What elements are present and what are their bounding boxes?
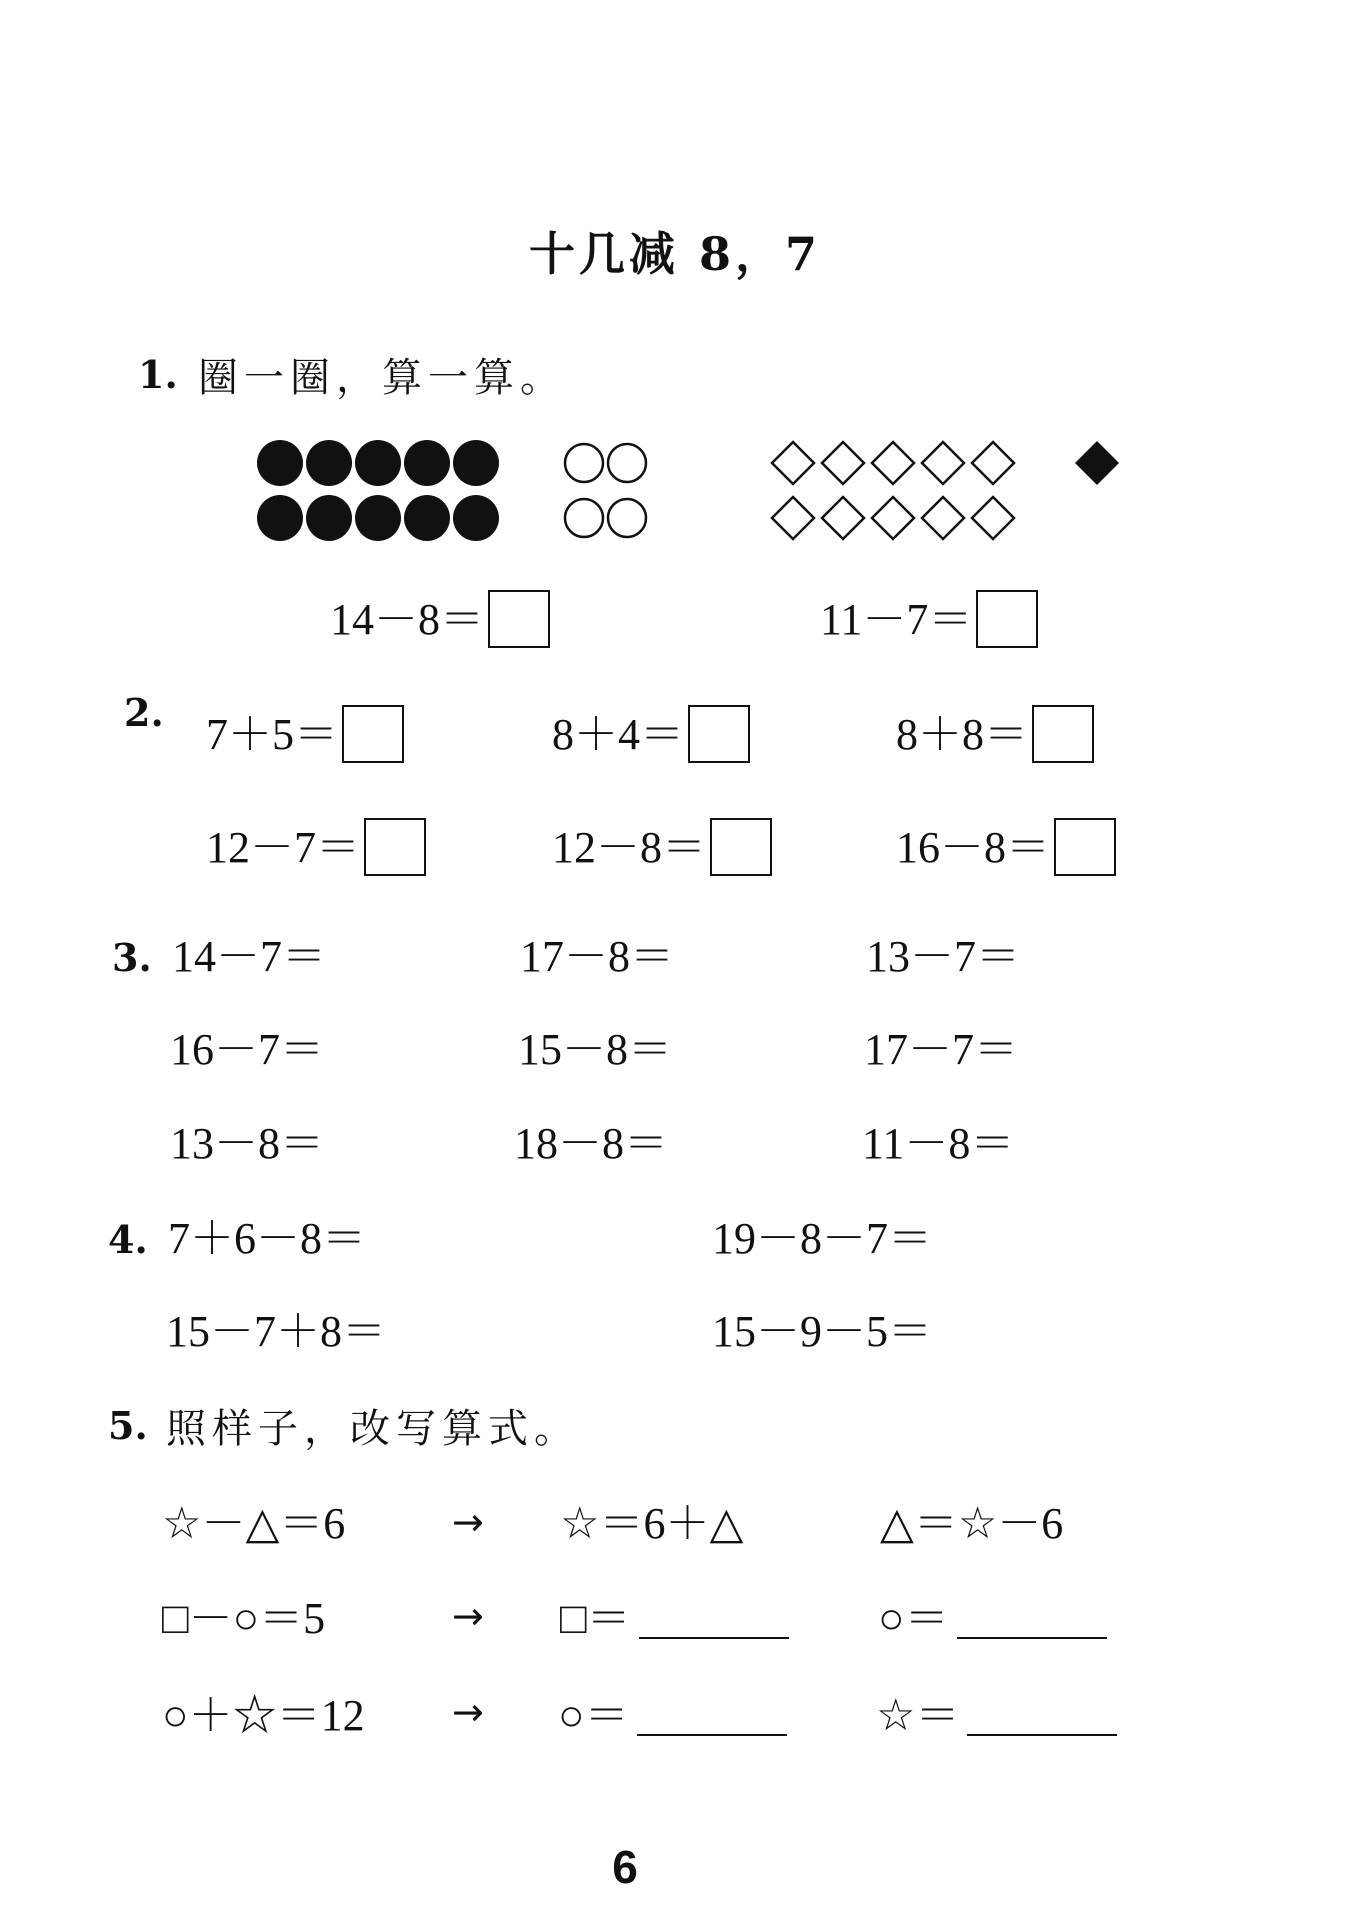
q4-expression-1: 7＋6－8＝	[168, 1214, 366, 1263]
filled-circle	[257, 495, 303, 541]
q5-row-2-second-text: ○＝	[878, 1594, 949, 1643]
hollow-diamond	[822, 442, 864, 484]
answer-box[interactable]	[342, 705, 404, 763]
q3-expression-4: 16－7＝	[170, 1025, 324, 1074]
filled-circle	[306, 440, 352, 486]
q2-expression-2-text: 8＋4＝	[552, 710, 684, 759]
filled-circle	[355, 495, 401, 541]
answer-blank[interactable]	[957, 1601, 1107, 1639]
page-number: 6	[612, 1841, 638, 1893]
q3-expression-6: 17－7＝	[864, 1025, 1018, 1074]
q3-expression-9: 11－8＝	[862, 1119, 1015, 1168]
hollow-circle	[608, 444, 646, 482]
question-2-number: 2.	[124, 690, 164, 735]
q2-expression-5	[552, 818, 772, 876]
arrow-icon: →	[452, 1594, 484, 1638]
answer-box[interactable]	[688, 705, 750, 763]
q2-expression-3-text: 8＋8＝	[896, 710, 1028, 759]
hollow-circle	[565, 499, 603, 537]
hollow-diamond	[772, 442, 814, 484]
hollow-diamond	[922, 497, 964, 539]
question-5-instruction: 照样子，改写算式。	[166, 1406, 580, 1452]
hollow-circles-group	[565, 444, 646, 537]
hollow-diamond	[872, 442, 914, 484]
answer-blank[interactable]	[967, 1698, 1117, 1736]
q5-row-1-second: △＝☆－6	[880, 1499, 1064, 1548]
q4-expression-3: 15－7＋8＝	[166, 1307, 386, 1356]
answer-box[interactable]	[1054, 818, 1116, 876]
answer-blank[interactable]	[637, 1698, 787, 1736]
question-4-number: 4.	[108, 1217, 148, 1262]
filled-circle	[453, 440, 499, 486]
q3-expression-2: 17－8＝	[520, 932, 674, 981]
filled-circle	[404, 495, 450, 541]
answer-box[interactable]	[364, 818, 426, 876]
q3-expression-1: 14－7＝	[172, 932, 326, 981]
hollow-diamond	[772, 497, 814, 539]
q2-expression-2	[552, 705, 750, 763]
q2-expression-1	[206, 705, 404, 763]
q1-expression-1	[330, 590, 550, 648]
q5-row-1-first: ☆＝6＋△	[560, 1499, 744, 1548]
answer-box[interactable]	[1032, 705, 1094, 763]
q4-expression-2: 19－8－7＝	[712, 1214, 932, 1263]
q1-expression-2	[820, 590, 1038, 648]
question-1-number: 1.	[138, 352, 178, 397]
filled-circles-group	[257, 440, 499, 541]
hollow-diamonds-group	[772, 442, 1014, 539]
q5-row-3-first	[558, 1691, 787, 1740]
hollow-circle	[565, 444, 603, 482]
filled-circle	[404, 440, 450, 486]
answer-box[interactable]	[976, 590, 1038, 648]
q2-expression-5-text: 12－8＝	[552, 823, 706, 872]
q5-row-2-given: □－○＝5	[162, 1594, 326, 1643]
q1-expression-1-text: 14－8＝	[330, 595, 484, 644]
q3-expression-3: 13－7＝	[866, 932, 1020, 981]
q4-expression-4: 15－9－5＝	[712, 1307, 932, 1356]
question-1-instruction: 圈一圈，算一算。	[198, 355, 566, 401]
answer-blank[interactable]	[639, 1601, 789, 1639]
q2-expression-1-text: 7＋5＝	[206, 710, 338, 759]
q2-expression-3	[896, 705, 1094, 763]
arrow-icon: →	[452, 1500, 484, 1544]
q3-expression-5: 15－8＝	[518, 1025, 672, 1074]
q5-row-2-first-text: □＝	[560, 1594, 631, 1643]
arrow-icon: →	[452, 1690, 484, 1734]
q5-row-2-second	[878, 1594, 1107, 1643]
q5-row-1-given: ☆－△＝6	[162, 1499, 346, 1548]
filled-diamond	[1075, 441, 1119, 485]
filled-diamonds-group	[1075, 441, 1119, 485]
q3-expression-8: 18－8＝	[514, 1119, 668, 1168]
hollow-diamond	[922, 442, 964, 484]
filled-circle	[257, 440, 303, 486]
filled-circle	[306, 495, 352, 541]
filled-circle	[453, 495, 499, 541]
q2-expression-6	[896, 818, 1116, 876]
q5-row-2-first	[560, 1594, 789, 1643]
q5-row-3-second	[876, 1691, 1117, 1740]
hollow-diamond	[972, 442, 1014, 484]
hollow-circle	[608, 499, 646, 537]
hollow-diamond	[972, 497, 1014, 539]
q5-row-3-given: ○＋☆＝12	[162, 1691, 365, 1740]
question-5-number: 5.	[108, 1403, 148, 1448]
filled-circle	[355, 440, 401, 486]
q5-row-3-second-text: ☆＝	[876, 1691, 960, 1740]
q1-expression-2-text: 11－7＝	[820, 595, 973, 644]
answer-box[interactable]	[710, 818, 772, 876]
page-title: 十几减 8，7	[528, 227, 822, 281]
q2-expression-4	[206, 818, 426, 876]
hollow-diamond	[872, 497, 914, 539]
hollow-diamond	[822, 497, 864, 539]
answer-box[interactable]	[488, 590, 550, 648]
q2-expression-6-text: 16－8＝	[896, 823, 1050, 872]
q3-expression-7: 13－8＝	[170, 1119, 324, 1168]
question-3-number: 3.	[112, 935, 152, 980]
q2-expression-4-text: 12－7＝	[206, 823, 360, 872]
q5-row-3-first-text: ○＝	[558, 1691, 629, 1740]
